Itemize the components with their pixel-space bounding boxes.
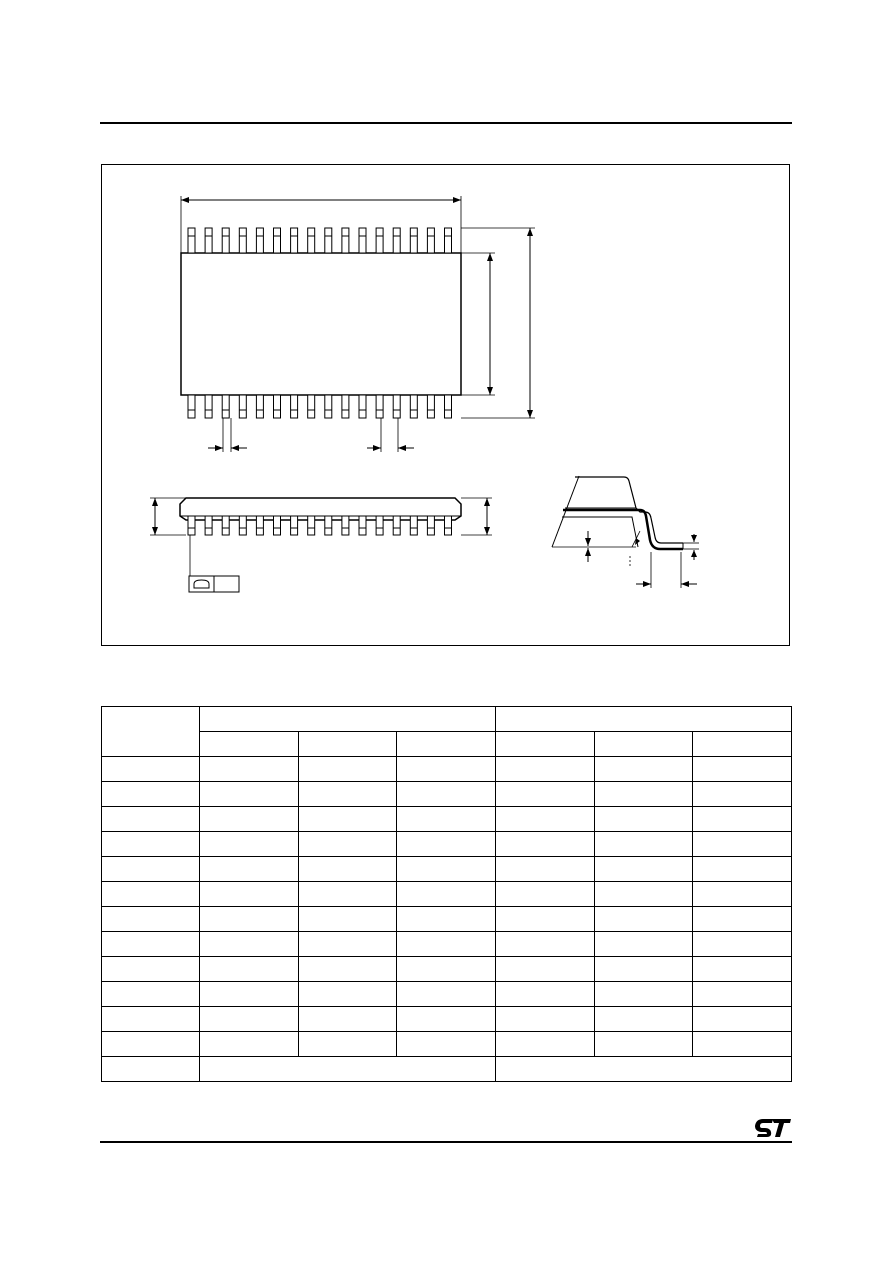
table-cell (200, 757, 299, 782)
overall-width-arrow-bottom (527, 410, 533, 418)
table-cell (397, 957, 496, 982)
bottom-pin (325, 395, 332, 418)
table-cell (495, 957, 594, 982)
table-cell (397, 782, 496, 807)
table-cell (397, 907, 496, 932)
length-arrow-right (453, 197, 461, 203)
table-cell (495, 782, 594, 807)
table-cell (298, 757, 397, 782)
top-pin (239, 228, 246, 253)
detail-lead-inner (562, 517, 638, 547)
bottom-pin (308, 395, 315, 418)
table-cell (298, 907, 397, 932)
standoff-arrow-top (585, 538, 591, 546)
bottom-pin (239, 395, 246, 418)
table-cell (594, 982, 693, 1007)
side-pin (308, 516, 315, 535)
table-symbol-cell (102, 1032, 200, 1057)
table-cell (693, 982, 792, 1007)
dimensions-table (101, 706, 792, 1082)
table-cell (200, 782, 299, 807)
table-cell (693, 932, 792, 957)
table-row (102, 807, 792, 832)
table-cell (298, 1032, 397, 1057)
table-row (102, 957, 792, 982)
table-cell (200, 907, 299, 932)
table-cell (693, 807, 792, 832)
table-cell (397, 882, 496, 907)
table-subheader-cell (693, 732, 792, 757)
standoff-arrow-bottom (585, 548, 591, 556)
table-subheader-cell (397, 732, 496, 757)
top-pin (291, 228, 298, 253)
table-cell (397, 932, 496, 957)
table-cell (594, 782, 693, 807)
table-cell (397, 982, 496, 1007)
table-cell (298, 932, 397, 957)
side-pin (222, 516, 229, 535)
table-cell (693, 1032, 792, 1057)
top-pin (427, 228, 434, 253)
bottom-pin (256, 395, 263, 418)
table-symbol-cell (102, 932, 200, 957)
side-pin (410, 516, 417, 535)
side-pin (256, 516, 263, 535)
top-pin (188, 228, 195, 253)
table-cell (397, 857, 496, 882)
side-pin (393, 516, 400, 535)
table-subheader-cell (594, 732, 693, 757)
table-cell (200, 957, 299, 982)
body-width-arrow-bottom (487, 387, 493, 395)
table-cell (693, 957, 792, 982)
table-cell (693, 757, 792, 782)
body-width-arrow-top (487, 253, 493, 261)
foot-length-arrow-right (681, 581, 689, 587)
bottom-pin (291, 395, 298, 418)
table-cell (397, 1007, 496, 1032)
table-cell (200, 932, 299, 957)
table-cell (397, 757, 496, 782)
st-logo-icon (754, 1117, 792, 1139)
table-cell (594, 932, 693, 957)
lead-width-arrow-right (231, 445, 239, 451)
table-row (102, 932, 792, 957)
top-pin (256, 228, 263, 253)
table-row (102, 832, 792, 857)
table-cell (693, 857, 792, 882)
side-pin (205, 516, 212, 535)
table-cell (298, 832, 397, 857)
table-cell (693, 1007, 792, 1032)
table-row (102, 1007, 792, 1032)
table-cell (594, 807, 693, 832)
flatness-symbol-icon (194, 580, 209, 588)
table-cell (397, 807, 496, 832)
table-header-group-inch (495, 707, 791, 732)
table-cell (594, 857, 693, 882)
table-subheader-cell (298, 732, 397, 757)
side-pin (274, 516, 281, 535)
lead-width-arrow-left (215, 445, 223, 451)
table-cell (495, 982, 594, 1007)
table-cell (594, 757, 693, 782)
table-cell (594, 832, 693, 857)
table-cell (397, 832, 496, 857)
table-row (102, 982, 792, 1007)
table-row (102, 757, 792, 782)
bottom-pin (445, 395, 452, 418)
table-cell (495, 857, 594, 882)
top-pin (342, 228, 349, 253)
top-pin (359, 228, 366, 253)
body-height-arrow-bottom (484, 527, 490, 535)
table-cell (200, 1032, 299, 1057)
detail-break-line (552, 476, 579, 547)
table-cell (693, 907, 792, 932)
table-cell (594, 957, 693, 982)
table-cell (200, 1007, 299, 1032)
table-row (102, 882, 792, 907)
table-body (102, 757, 792, 1082)
height-arrow-top (152, 498, 158, 506)
table-cell (298, 982, 397, 1007)
bottom-pin (222, 395, 229, 418)
top-view-body (181, 253, 461, 395)
table-cell (594, 882, 693, 907)
table-subheader-row (102, 732, 792, 757)
table-cell (495, 1007, 594, 1032)
table-cell (495, 1032, 594, 1057)
table-symbol-cell (102, 957, 200, 982)
bottom-pin (376, 395, 383, 418)
length-arrow-left (181, 197, 189, 203)
table-cell (495, 907, 594, 932)
footer-rule (100, 1141, 792, 1143)
side-pin (359, 516, 366, 535)
side-pin (376, 516, 383, 535)
table-header-row (102, 707, 792, 732)
table-cell (200, 807, 299, 832)
table-cell (495, 832, 594, 857)
top-pin (222, 228, 229, 253)
table-merged-cell (200, 1057, 496, 1082)
table-header-group-mm (200, 707, 496, 732)
table-cell (495, 807, 594, 832)
table-row (102, 782, 792, 807)
top-pin (376, 228, 383, 253)
table-cell (495, 757, 594, 782)
table-cell (495, 932, 594, 957)
table-row (102, 857, 792, 882)
bottom-pin (205, 395, 212, 418)
foot-length-arrow-left (643, 581, 651, 587)
table-cell (693, 832, 792, 857)
table-symbol-cell (102, 857, 200, 882)
side-pin (427, 516, 434, 535)
table-symbol-cell (102, 907, 200, 932)
table-merged-cell (495, 1057, 791, 1082)
side-pin (445, 516, 452, 535)
overall-width-arrow-top (527, 228, 533, 236)
body-height-arrow-top (484, 498, 490, 506)
top-pin (274, 228, 281, 253)
table-symbol-cell (102, 757, 200, 782)
top-pin (325, 228, 332, 253)
table-row (102, 1057, 792, 1082)
table-cell (693, 782, 792, 807)
table-cell (397, 1032, 496, 1057)
table-header-symbol-cell (102, 707, 200, 757)
table-cell (298, 807, 397, 832)
bottom-pin (342, 395, 349, 418)
table-cell (298, 1007, 397, 1032)
table-symbol-cell (102, 982, 200, 1007)
table-symbol-cell (102, 832, 200, 857)
table-symbol-cell (102, 1007, 200, 1032)
side-pin (188, 516, 195, 535)
side-view-pins (188, 516, 452, 535)
top-pin (393, 228, 400, 253)
table-cell (200, 882, 299, 907)
table-symbol-cell (102, 882, 200, 907)
bottom-pin (393, 395, 400, 418)
table-cell (693, 882, 792, 907)
table-symbol-cell (102, 807, 200, 832)
top-view-lower-pins (188, 395, 452, 418)
bottom-pin (427, 395, 434, 418)
bottom-pin (359, 395, 366, 418)
bottom-pin (188, 395, 195, 418)
bottom-pin (410, 395, 417, 418)
side-pin (239, 516, 246, 535)
table-cell (594, 1007, 693, 1032)
side-pin (291, 516, 298, 535)
height-arrow-bottom (152, 527, 158, 535)
table-cell (200, 832, 299, 857)
top-pin (308, 228, 315, 253)
pitch-arrow-right (398, 445, 406, 451)
table-cell (298, 857, 397, 882)
table-cell (594, 907, 693, 932)
table-cell (298, 782, 397, 807)
table-cell (495, 882, 594, 907)
table-symbol-cell (102, 782, 200, 807)
table-cell (298, 957, 397, 982)
side-pin (342, 516, 349, 535)
table-subheader-cell (200, 732, 299, 757)
table-cell (594, 1032, 693, 1057)
top-pin (205, 228, 212, 253)
top-pin (445, 228, 452, 253)
table-cell (200, 982, 299, 1007)
table-subheader-cell (495, 732, 594, 757)
pitch-arrow-left (373, 445, 381, 451)
table-row (102, 1032, 792, 1057)
top-view-upper-pins (188, 228, 452, 253)
table-row (102, 907, 792, 932)
table-symbol-cell (102, 1057, 200, 1082)
bottom-pin (274, 395, 281, 418)
top-pin (410, 228, 417, 253)
lead-thickness-arrow-bottom (691, 550, 697, 557)
lead-thickness-arrow-top (691, 535, 697, 542)
side-pin (325, 516, 332, 535)
table-cell (200, 857, 299, 882)
table-cell (298, 882, 397, 907)
